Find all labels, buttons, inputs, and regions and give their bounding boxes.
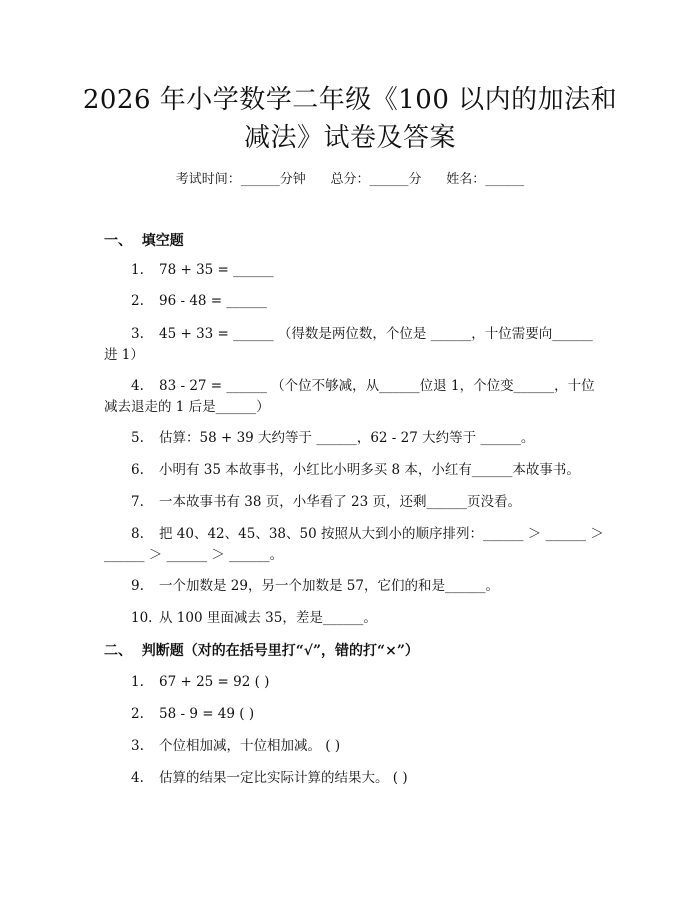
section-heading-true-false: 二、 判断题（对的在括号里打“√”，错的打“×”）	[104, 643, 419, 659]
page-title-line-2: 减法》试卷及答案	[243, 123, 456, 153]
question-number: 1.	[131, 262, 144, 278]
page-title-line-1: 2026 年小学数学二年级《100 以内的加法和	[82, 85, 618, 115]
question-text: 小明有 35 本故事书，小红比小明多买 8 本，小红有______本故事书。	[159, 462, 580, 478]
question-text: 83 - 27 = ______ （个位不够减，从______位退 1，个位变______，十位	[159, 378, 595, 394]
question-number: 2.	[131, 706, 144, 722]
question-number: 3.	[131, 738, 144, 754]
section-heading-fill-in: 一、 填空题	[104, 233, 184, 249]
question-text: 把 40、42、45、38、50 按照从大到小的顺序排列：______ ＞ ______ ＞	[159, 526, 604, 542]
question-text: 个位相加减，十位相加减。 ( )	[159, 738, 341, 754]
question-text: 58 - 9 = 49 ( )	[159, 706, 255, 722]
question-number: 7.	[131, 494, 144, 510]
question-number: 3.	[131, 326, 144, 342]
question-number: 4.	[131, 378, 144, 394]
question-text: 一本故事书有 38 页，小华看了 23 页，还剩______页没看。	[159, 494, 522, 510]
question-text: 96 - 48 = ______	[159, 293, 267, 309]
question-text-continuation: 进 1）	[104, 347, 144, 363]
question-text: 67 + 25 = 92 ( )	[159, 674, 270, 690]
question-number: 9.	[131, 578, 144, 594]
exam-meta-info: 考试时间：______分钟 总分：______分 姓名：______	[175, 172, 525, 187]
question-number: 1.	[131, 674, 144, 690]
question-number: 5.	[131, 430, 144, 446]
question-text: 78 + 35 = ______	[159, 262, 274, 278]
question-text: 从 100 里面减去 35，差是______。	[159, 610, 377, 626]
question-number: 8.	[131, 526, 144, 542]
question-number: 10.	[131, 610, 153, 626]
question-text: 一个加数是 29，另一个加数是 57，它们的和是______。	[159, 578, 499, 594]
question-number: 2.	[131, 293, 144, 309]
question-text: 45 + 33 = ______ （得数是两位数，个位是 ______，十位需要向______	[159, 326, 593, 342]
question-text: 估算的结果一定比实际计算的结果大。 ( )	[159, 770, 408, 786]
question-number: 4.	[131, 770, 144, 786]
question-text-continuation: ______ ＞ ______ ＞ ______。	[104, 547, 284, 563]
question-text: 估算：58 + 39 大约等于 ______，62 - 27 大约等于 ______。	[159, 430, 535, 446]
question-text-continuation: 减去退走的 1 后是______）	[104, 399, 270, 415]
question-number: 6.	[131, 462, 144, 478]
